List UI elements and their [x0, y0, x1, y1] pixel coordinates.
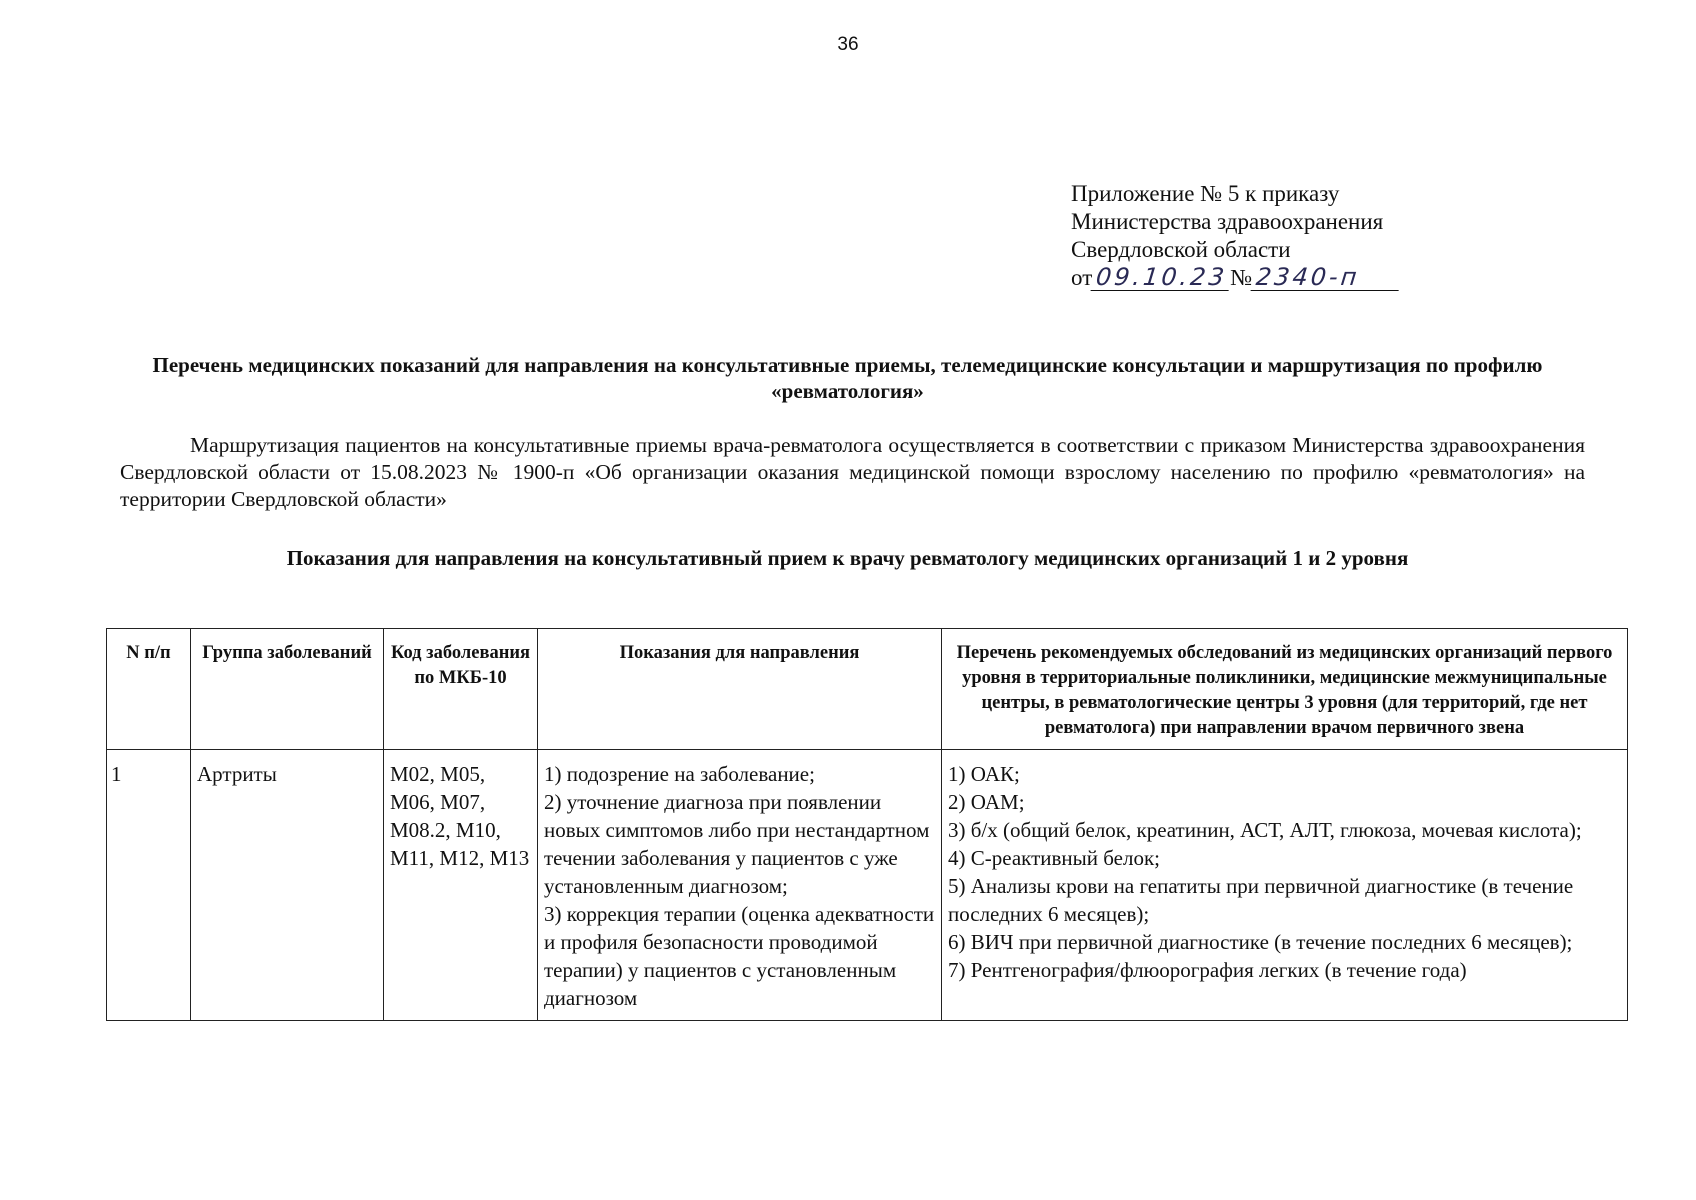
- header-num: N п/п: [107, 629, 191, 750]
- appendix-date-line: [1071, 264, 1400, 292]
- handwritten-date: 09.10.23: [1091, 264, 1232, 291]
- section-subtitle: Показания для направления на консультативный прием к врачу ревматологу медицинских организаций 1 и 2 уровня: [286, 546, 1409, 570]
- header-indications: Показания для направления: [538, 629, 942, 750]
- exam-item: 1) ОАК;: [948, 762, 1020, 786]
- appendix-block: [1071, 180, 1400, 292]
- from-label: от: [1071, 265, 1093, 290]
- cell-group: Артриты: [191, 750, 384, 1021]
- indication-item: 2) уточнение диагноза при появлении новых симптомов либо при нестандартном течении заболевания у пациентов с уже установленным диагнозом;: [544, 790, 930, 898]
- exam-item: 2) ОАМ;: [948, 790, 1025, 814]
- header-group: Группа заболеваний: [191, 629, 384, 750]
- handwritten-number: 2340-п: [1251, 264, 1402, 291]
- exam-item: 4) С-реактивный белок;: [948, 846, 1160, 870]
- cell-indications: [538, 750, 942, 1021]
- exam-item: 6) ВИЧ при первичной диагностике (в течение последних 6 месяцев);: [948, 930, 1573, 954]
- header-code: Код заболевания по МКБ-10: [384, 629, 538, 750]
- table-header-row: [107, 629, 1628, 750]
- page-number: 36: [837, 34, 859, 55]
- cell-exams: [942, 750, 1628, 1021]
- appendix-line-3: Свердловской области: [1071, 237, 1291, 262]
- cell-num: 1: [107, 750, 191, 1021]
- intro-paragraph: Маршрутизация пациентов на консультативные приемы врача-ревматолога осуществляется в соответствии с приказом Министерства здравоохранения Свердловской области от 15.08.2023 № 1900-п «Об организации оказания медицинской помощи взрослому населению по профилю «ревматология» на территории Свердловской области»: [120, 433, 1585, 511]
- exam-item: 7) Рентгенография/флюорография легких (в течение года): [948, 958, 1467, 982]
- table-row: [107, 750, 1628, 1021]
- cell-code: М02, М05, М06, М07, М08.2, М10, М11, М12, М13: [384, 750, 538, 1021]
- indication-item: 3) коррекция терапии (оценка адекватности и профиля безопасности проводимой терапии) у пациентов с установленным диагнозом: [544, 902, 935, 1010]
- indication-item: 1) подозрение на заболевание;: [544, 762, 815, 786]
- document-title: Перечень медицинских показаний для направления на консультативные приемы, телемедицинские консультации и маршрутизация по профилю «ревматология»: [152, 353, 1543, 403]
- number-label: №: [1230, 265, 1253, 290]
- indications-table: [106, 628, 1628, 1021]
- appendix-line-1: Приложение № 5 к приказу: [1071, 181, 1340, 206]
- appendix-line-2: Министерства здравоохранения: [1071, 209, 1384, 234]
- header-exams: Перечень рекомендуемых обследований из медицинских организаций первого уровня в территориальные поликлиники, медицинские межмуниципальные центры, в ревматологические центры 3 уровня (для территорий, где нет ревматолога) при направлении врачом первичного звена: [942, 629, 1628, 750]
- exam-item: 3) б/х (общий белок, креатинин, АСТ, АЛТ, глюкоза, мочевая кислота);: [948, 818, 1582, 842]
- exam-item: 5) Анализы крови на гепатиты при первичной диагностике (в течение последних 6 месяцев);: [948, 874, 1574, 926]
